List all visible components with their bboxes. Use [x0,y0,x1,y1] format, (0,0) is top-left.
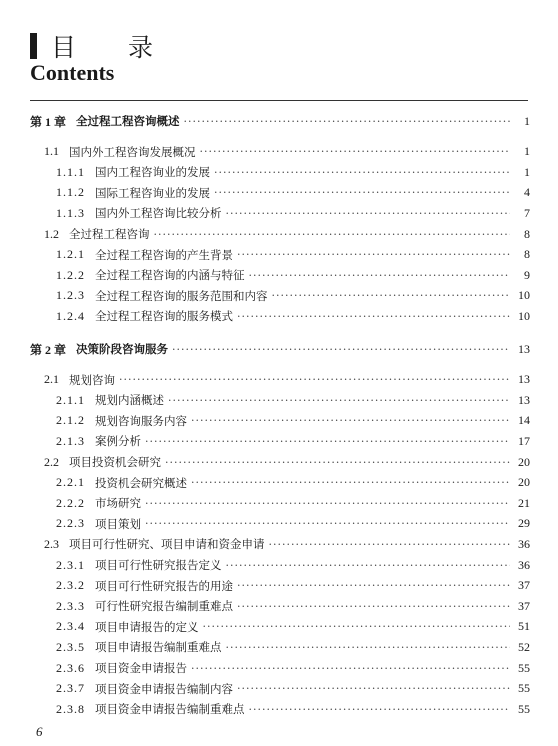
toc-entry-title: 全过程工程咨询的服务范围和内容 [95,288,268,303]
toc-entry-title: 规划咨询服务内容 [95,413,187,428]
page-number: 6 [36,724,43,739]
toc-section-entry[interactable] [30,700,530,718]
toc-leader-dots [191,476,510,489]
toc-leader-dots [184,115,510,128]
toc-leader-dots [226,641,511,654]
toc-leader-dots [168,394,510,407]
toc-entry-number: 2.1.2 [56,413,85,428]
toc-entry-title: 案例分析 [95,434,141,449]
toc-entry-number: 2.3.5 [56,639,85,654]
toc-section-entry[interactable] [30,638,530,656]
toc-entry-page: 55 [518,660,530,675]
toc-entry-number: 1.2.4 [56,308,85,323]
toc-entry-number: 2.3.2 [56,578,85,593]
toc-section-entry[interactable] [30,556,530,574]
toc-entry-title: 投资机会研究概述 [95,475,187,490]
toc-entry-number: 2.3.6 [56,660,85,675]
toc-entry-page: 8 [524,247,530,262]
toc-entry-number: 2.1.1 [56,392,85,407]
toc-leader-dots [214,186,510,199]
toc-leader-dots [226,207,511,220]
toc-leader-dots [237,310,510,323]
toc-entry-title: 项目资金申请报告 [95,661,187,675]
toc-entry-title: 决策阶段咨询服务 [76,342,169,356]
toc-section-entry[interactable] [30,597,530,615]
toc-entry-title: 项目可行性研究、项目申请和资金申请 [69,537,265,552]
toc-section-entry[interactable] [30,204,530,222]
toc-entry-number: 第 2 章 [30,342,67,357]
toc-entry-number: 2.1 [44,372,59,387]
toc-section-entry[interactable] [30,307,530,325]
toc-section-entry[interactable] [30,618,530,636]
heading-divider [30,100,528,101]
toc-leader-dots [200,145,511,158]
toc-entry-number: 2.2 [44,454,59,469]
toc-entry-page: 10 [518,288,530,303]
toc-entry-title: 国内工程咨询业的发展 [95,165,210,180]
toc-entry-page: 1 [524,113,530,128]
toc-entry-page: 13 [518,392,530,407]
toc-leader-dots [119,373,510,386]
toc-entry-title: 项目资金申请报告编制重难点 [95,702,245,717]
toc-leader-dots [272,289,511,302]
toc-leader-dots [165,456,510,469]
toc-section-entry[interactable] [30,535,530,553]
toc-section-entry[interactable] [30,432,530,450]
toc-entry-number: 1.1.1 [56,164,85,179]
toc-leader-dots [226,559,511,572]
toc-entry-title: 项目可行性研究报告的用途 [95,578,233,593]
toc-entry-number: 2.3.7 [56,681,85,696]
toc-entry-page: 55 [518,681,530,696]
toc-entry-title: 全过程工程咨询 [69,227,150,241]
toc-entry-page: 13 [518,372,530,387]
toc-section-entry[interactable] [30,246,530,264]
toc-entry-number: 1.2 [44,226,59,241]
toc-section-entry[interactable] [30,680,530,698]
toc-entry-number: 1.2.1 [56,247,85,262]
toc-leader-dots [249,703,511,716]
toc-entry-title: 可行性研究报告编制重难点 [95,599,233,614]
toc-entry-title: 项目投资机会研究 [69,455,161,469]
toc-section-entry[interactable] [30,577,530,595]
toc-entry-title: 全过程工程咨询的服务模式 [95,309,233,324]
toc-entry-title: 项目申请报告编制重难点 [95,640,222,655]
toc-entry-page: 13 [518,341,530,356]
toc-entry-number: 1.1 [44,144,59,159]
toc-section-entry[interactable] [30,453,530,471]
toc-entry-page: 20 [518,475,530,490]
toc-entry-number: 2.3.4 [56,619,85,634]
toc-entry-page: 51 [518,619,530,634]
toc-entry-page: 17 [518,433,530,448]
toc-entry-number: 1.2.2 [56,267,85,282]
toc-entry-page: 7 [524,205,530,220]
toc-entry-title: 国内外工程咨询发展概况 [69,144,196,159]
toc-entry-number: 2.2.3 [56,516,85,531]
toc-entry-title: 规划内涵概述 [95,393,164,408]
toc-section-entry[interactable] [30,266,530,284]
toc-entry-number: 2.3.8 [56,701,85,716]
toc-entry-title: 市场研究 [95,496,141,511]
toc-entry-page: 55 [518,701,530,716]
toc-leader-dots [237,682,510,695]
toc-entry-number: 1.1.2 [56,185,85,200]
toc-section-entry[interactable] [30,515,530,533]
toc-leader-dots [269,538,511,551]
toc-section-entry[interactable] [30,412,530,430]
toc-section-entry[interactable] [30,225,530,243]
toc-entry-title: 项目策划 [95,516,141,531]
toc-leader-dots [145,517,510,530]
toc-leader-dots [191,662,510,675]
toc-leader-dots [237,248,510,261]
toc-heading [30,28,175,64]
toc-leader-dots [249,269,511,282]
toc-entry-number: 1.2.3 [56,288,85,303]
toc-chapter-entry[interactable] [30,112,530,130]
toc-section-entry[interactable] [30,184,530,202]
toc-entry-page: 36 [518,536,530,551]
toc-entry-page: 37 [518,578,530,593]
toc-entry-title: 全过程工程咨询的产生背景 [95,247,233,262]
toc-section-entry[interactable] [30,659,530,677]
toc-leader-dots [191,414,510,427]
toc-entry-number: 2.3.1 [56,557,85,572]
toc-entry-page: 1 [524,164,530,179]
toc-section-entry[interactable] [30,287,530,305]
toc-leader-dots [203,620,511,633]
toc-entry-title: 国际工程咨询业的发展 [95,185,210,200]
toc-entry-page: 29 [518,516,530,531]
toc-leader-dots [154,228,511,241]
toc-entry-page: 52 [518,639,530,654]
toc-entry-page: 14 [518,413,530,428]
toc-entry-page: 4 [524,185,530,200]
toc-entry-number: 2.3.3 [56,598,85,613]
toc-entry-title: 项目申请报告的定义 [95,619,199,634]
toc-entry-number: 2.2.2 [56,495,85,510]
page-subtitle: Contents [30,60,115,85]
toc-section-entry[interactable] [30,371,530,389]
toc-entry-page: 21 [518,495,530,510]
toc-section-entry[interactable] [30,143,530,161]
toc-entry-title: 国内外工程咨询比较分析 [95,206,222,221]
toc-section-entry[interactable] [30,163,530,181]
toc-entry-title: 全过程工程咨询概述 [76,114,180,128]
toc-entry-number: 1.1.3 [56,205,85,220]
toc-entry-number: 2.3 [44,536,59,551]
toc-entry-page: 36 [518,557,530,572]
heading-bar-marker [30,33,37,59]
toc-entry-page: 8 [524,226,530,241]
toc-entry-number: 第 1 章 [30,114,67,129]
toc-entry-page: 37 [518,598,530,613]
toc-entry-page: 1 [524,144,530,159]
toc-leader-dots [145,497,510,510]
toc-entry-page: 10 [518,308,530,323]
toc-leader-dots [172,343,510,356]
toc-entry-title: 全过程工程咨询的内涵与特征 [95,268,245,283]
toc-entry-number: 2.1.3 [56,433,85,448]
toc-entry-title: 规划咨询 [69,372,115,387]
toc-entry-number: 2.2.1 [56,475,85,490]
toc-section-entry[interactable] [30,474,530,492]
toc-entry-title: 项目资金申请报告编制内容 [95,681,233,696]
toc-section-entry[interactable] [30,391,530,409]
toc-leader-dots [145,435,510,448]
toc-section-entry[interactable] [30,494,530,512]
toc-entry-page: 20 [518,454,530,469]
toc-chapter-entry[interactable] [30,340,530,358]
page-title: 目 录 [51,33,175,62]
toc-entry-page: 9 [524,267,530,282]
toc-entry-title: 项目可行性研究报告定义 [95,558,222,572]
toc-leader-dots [237,600,510,613]
toc-leader-dots [237,579,510,592]
toc-leader-dots [214,166,510,179]
